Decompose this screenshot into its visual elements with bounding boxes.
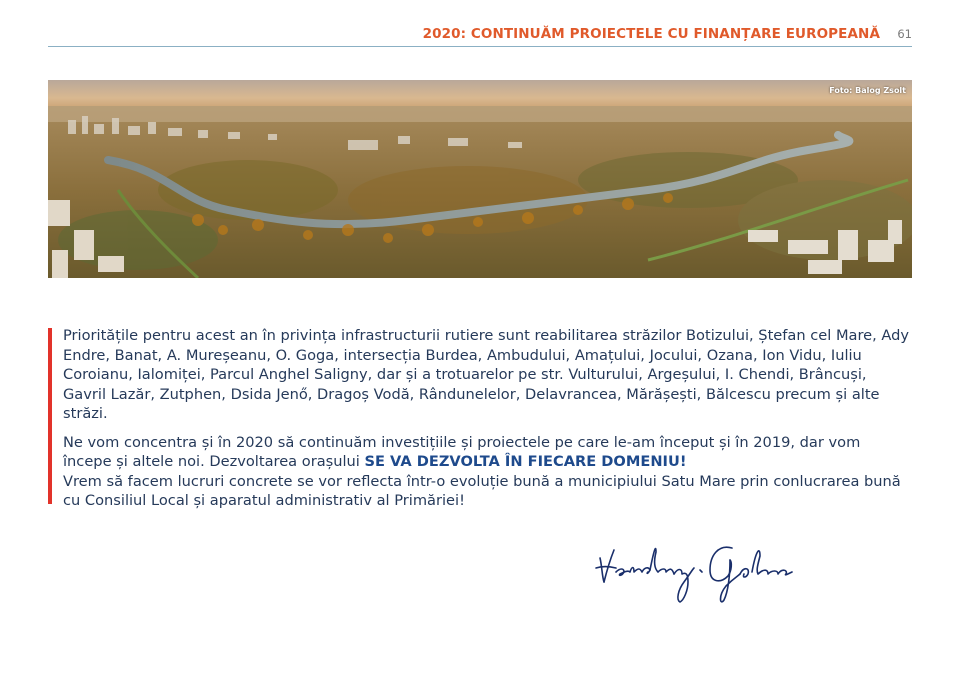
page-header [48,26,912,48]
page-number: 61 [897,27,912,41]
photo-credit: Foto: Balog Zsolt [829,86,906,95]
header-divider [48,46,912,47]
accent-bar [48,328,52,504]
paragraph-plans [63,433,913,511]
paragraph-priorities: Prioritățile pentru acest an în privința infrastructurii rutiere sunt reabilitarea străzilor Botizului, Ștefan cel Mare, Ady Endre, Banat, A. Mureșeanu, O. Goga, intersecția Burdea, Ambudului, Amațului, Jocului, Ozana, Ion Vidu, Iuliu Coroianu, Ialomiței, Parcul Anghel Saligny, dar și a trotuarelor pe str. Vulturului, Argeșului, I. Chendi, Brâncuși, Gavril Lazăr, Zutphen, Dsida Jenő, Dragoș Vodă, Rândunelelor, Delavrancea, Mărășești, Bălcescu precum și alte străzi. [63,327,910,422]
section-title: 2020: CONTINUĂM PROIECTELE CU FINANȚARE EUROPEANĂ [422,26,880,42]
aerial-city-photo [48,80,912,278]
aerial-panorama-illustration [48,80,912,278]
mayor-signature [592,530,810,618]
paragraph-plans-lead: Ne vom concentra și în 2020 să continuăm investițiile și proiectele pe care le-am început și în 2019, dar vom începe și altele noi. Dezvoltarea orașului [63,433,861,470]
paragraph-plans-emphasis: SE VA DEZVOLTA ÎN FIECARE DOMENIU! [364,453,687,470]
signature-icon [592,530,810,618]
paragraph-plans-tail: Vrem să facem lucruri concrete se vor reflecta într-o evoluție bună a municipiului Satu Mare prin conlucrarea bună cu Consiliul Local și aparatul administrativ al Primăriei! [63,472,901,509]
body-text [63,326,913,520]
